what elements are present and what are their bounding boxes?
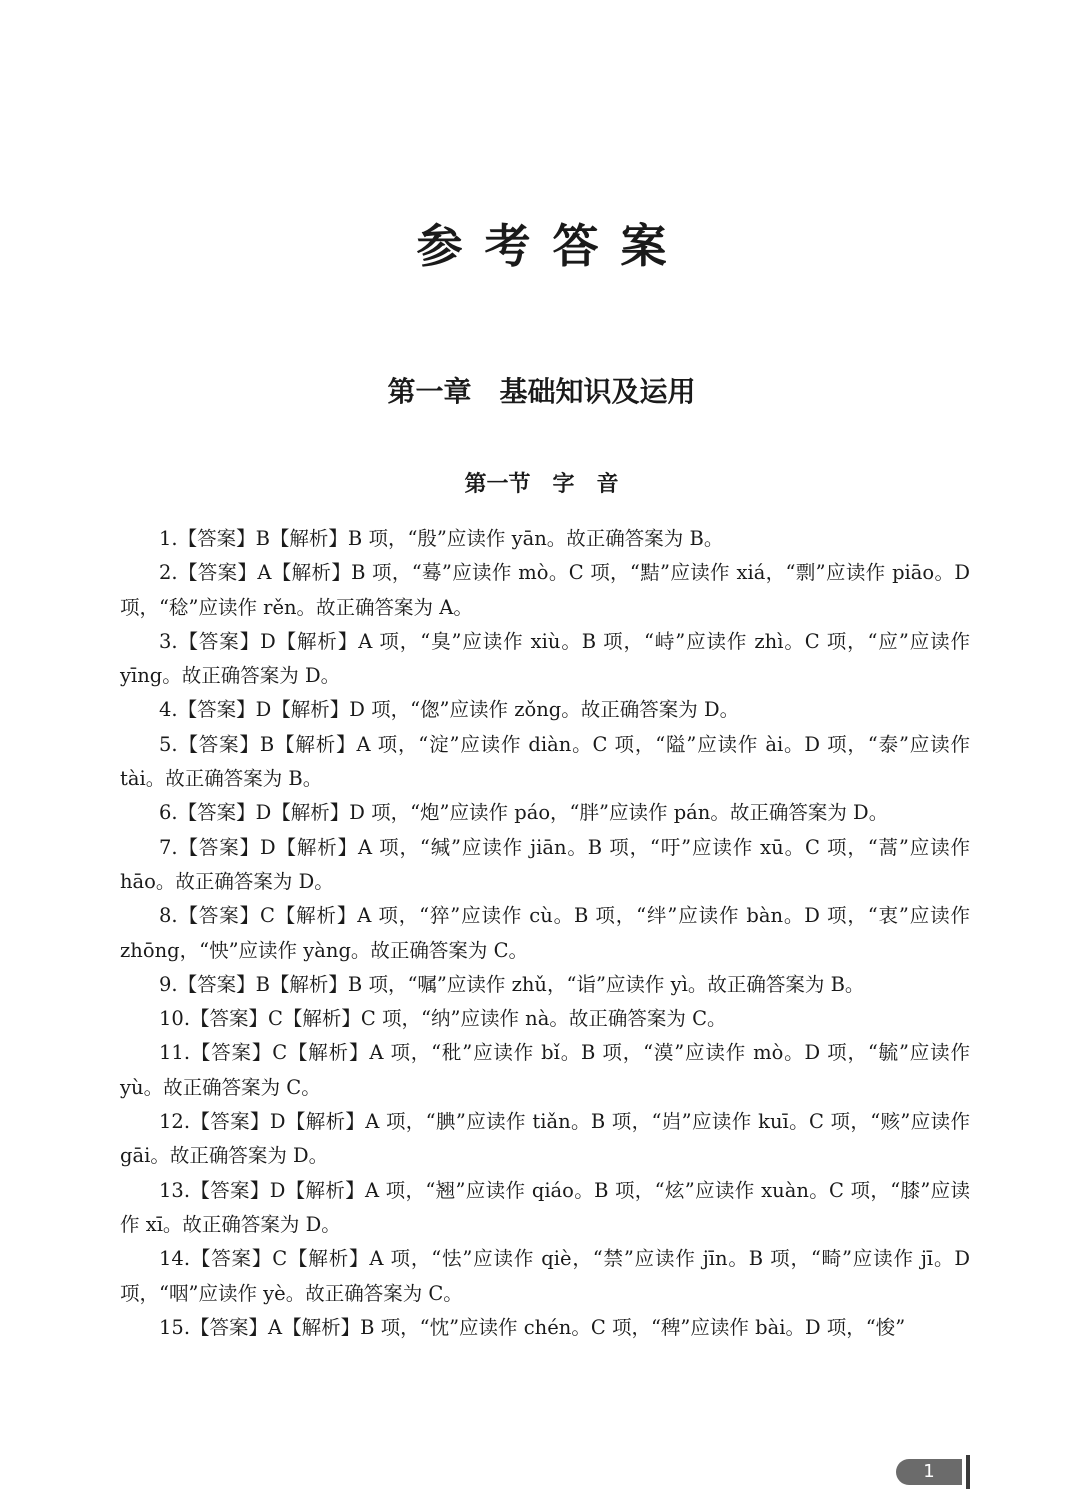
answer-item-6: 6.【答案】D【解析】D 项，“炮”应读作 páo，“胖”应读作 pán。故正确答案为 D。 <box>159 801 889 825</box>
page-number: 1 <box>896 1459 962 1485</box>
chapter-title: 第一章 基础知识及运用 <box>387 375 696 408</box>
answer-item-3: 3.【答案】D【解析】A 项，“臭”应读作 xiù。B 项，“峙”应读作 zhì。C 项，“应”应读作 yīng。故正确答案为 D。 <box>120 629 970 688</box>
section-title: 第一节 字 音 <box>464 471 619 497</box>
page-title: 参考答案 <box>416 219 689 273</box>
answer-item-4: 4.【答案】D【解析】D 项，“偬”应读作 zǒng。故正确答案为 D。 <box>159 698 740 722</box>
answer-list <box>120 522 970 1345</box>
answer-item-7: 7.【答案】D【解析】A 项，“缄”应读作 jiān。B 项，“吁”应读作 xū。C 项，“蒿”应读作 hāo。故正确答案为 D。 <box>120 835 970 893</box>
page-number-bar <box>966 1455 970 1489</box>
answer-item-14: 14.【答案】C【解析】A 项，“怯”应读作 qiè，“禁”应读作 jīn。B 项，“畸”应读作 jī。D 项，“咽”应读作 yè。故正确答案为 C。 <box>120 1247 970 1305</box>
answer-item-11: 11.【答案】C【解析】A 项，“秕”应读作 bǐ。B 项，“漠”应读作 mò。D 项，“毓”应读作 yù。故正确答案为 C。 <box>120 1041 970 1099</box>
answer-item-1: 1.【答案】B【解析】B 项，“殷”应读作 yān。故正确答案为 B。 <box>159 527 724 550</box>
answer-item-5: 5.【答案】B【解析】A 项，“淀”应读作 diàn。C 项，“隘”应读作 ài。D 项，“泰”应读作 tài。故正确答案为 B。 <box>120 732 970 791</box>
answer-item-15: 15.【答案】A【解析】B 项，“忱”应读作 chén。C 项，“稗”应读作 bài。D 项，“悛” <box>159 1315 906 1339</box>
answer-item-9: 9.【答案】B【解析】B 项，“嘱”应读作 zhǔ，“诣”应读作 yì。故正确答案为 B。 <box>159 972 865 996</box>
answer-item-2: 2.【答案】A【解析】B 项，“蓦”应读作 mò。C 项，“黠”应读作 xiá，“剽”应读作 piāo。D 项，“稔”应读作 rěn。故正确答案为 A。 <box>120 561 970 619</box>
answer-item-12: 12.【答案】D【解析】A 项，“腆”应读作 tiǎn。B 项，“岿”应读作 kuī。C 项，“赅”应读作 gāi。故正确答案为 D。 <box>120 1110 970 1168</box>
answer-item-13: 13.【答案】D【解析】A 项，“翘”应读作 qiáo。B 项，“炫”应读作 xuàn。C 项，“膝”应读作 xī。故正确答案为 D。 <box>120 1178 970 1236</box>
answer-item-8: 8.【答案】C【解析】A 项，“猝”应读作 cù。B 项，“绊”应读作 bàn。D 项，“衷”应读作 zhōng，“怏”应读作 yàng。故正确答案为 C。 <box>120 904 970 962</box>
answer-item-10: 10.【答案】C【解析】C 项，“纳”应读作 nà。故正确答案为 C。 <box>159 1007 727 1031</box>
